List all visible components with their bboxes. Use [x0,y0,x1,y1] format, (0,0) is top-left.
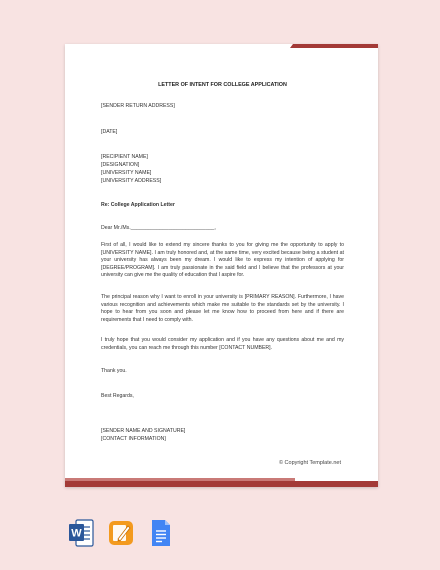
google-docs-icon[interactable] [148,518,174,548]
word-icon[interactable] [68,518,94,548]
recipient-line: [DESIGNATION] [101,162,140,168]
recipient-line: [UNIVERSITY ADDRESS] [101,178,162,184]
signature-line: [SENDER NAME AND SIGNATURE] [101,428,186,434]
salutation: Dear Mr./Ms._____________________________, [101,225,216,231]
body-paragraph: I truly hope that you would consider my application and if you have any questions about me and my credentials, you can reach me through this number [CONTACT NUMBER]. [101,337,344,351]
letter-preview [65,44,378,487]
body-paragraph: First of all, I would like to extend my sincere thanks to you for giving me the opportunity to apply to [UNIVERSITY NAME]. I am truly honored and, at the same time, very excited because being a student at your university has always been my dream. I would like to express my intention of applying for [DEGREE/PROGRAM]. I am truly passionate in the said field and I believe that the professors at your university can give me the quality of education that I aspire for. [101,242,344,279]
pages-icon[interactable] [108,518,134,548]
copyright-text: © Copyright Template.net [278,460,341,466]
bottom-accent-bar [65,481,378,487]
app-format-icons [68,518,174,548]
recipient-line: [UNIVERSITY NAME] [101,170,152,176]
body-paragraph: The principal reason why I want to enroll in your university is [PRIMARY REASON]. Furthermore, I have various recognition and achievements which make me suitable to the standards set by the university. I hope to hear from you soon and please let me know how to proceed from here and if there are requirements that I need to comply with. [101,294,344,323]
document-title: LETTER OF INTENT FOR COLLEGE APPLICATION [158,82,287,88]
recipient-line: [RECIPIENT NAME] [101,154,148,160]
closing-line: Best Regards, [101,393,134,399]
thanks-line: Thank you. [101,368,127,374]
word-letter: W [71,527,82,540]
top-accent-bar [290,44,378,48]
date-field: [DATE] [101,129,118,135]
signature-line: [CONTACT INFORMATION] [101,436,166,442]
sender-address: [SENDER RETURN ADDRESS] [101,103,175,109]
subject-line: Re: College Application Letter [101,202,175,208]
